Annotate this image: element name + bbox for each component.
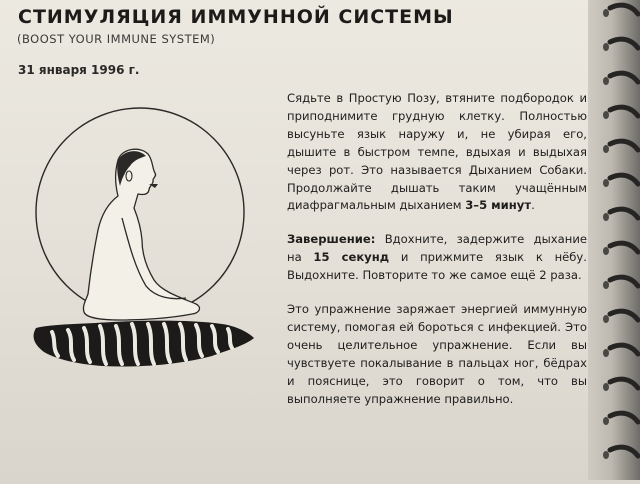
seated-person-icon [83,149,199,320]
spiral-rings-icon [588,0,640,480]
completion-text-b: и прижмите язык к нёбу. Выдохните. Повторите то же самое ещё 2 раза. [287,250,587,283]
completion-paragraph [287,231,587,285]
completion-text-a: Вдохните, задержите дыхание на [287,232,587,265]
zebra-rug-icon [34,321,254,367]
instruction-paragraph [287,90,587,215]
completion-label: Завершение: [287,232,376,247]
benefit-paragraph: Это упражнение заряжает энергией иммунную систему, помогая ей бороться с инфекцией. Это очень целительное упражнение. Если вы чувствуете покалывание в пальцах ног, бёдрах и пояснице, это говорит о том, что вы выполняете упражнение правильно. [287,302,587,406]
page-title: СТИМУЛЯЦИЯ ИММУННОЙ СИСТЕМЫ [18,6,454,28]
hold-duration-highlight: 15 секунд [313,250,390,265]
seated-figure-in-circle-icon [22,100,272,380]
spiral-binding [588,0,640,480]
instruction-end: . [531,198,535,213]
page-date: 31 января 1996 г. [18,63,140,77]
instruction-text: Сядьте в Простую Позу, втяните подбородок и приподнимите грудную клетку. Полностью высуньте язык наружу и, не убирая его, дышите в быстром темпе, вдыхая и выдыхая через рот. Это называется Дыханием Собаки. Продолжайте дышать таким учащённым диафрагмальным дыханием [287,91,587,213]
duration-highlight: 3–5 минут [465,198,532,213]
page-subtitle: (BOOST YOUR IMMUNE SYSTEM) [17,32,216,46]
exercise-text [287,90,587,425]
